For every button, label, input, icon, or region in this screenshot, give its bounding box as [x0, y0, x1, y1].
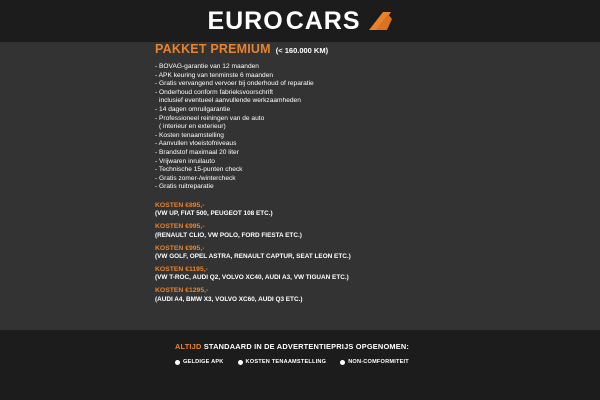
list-item: - BOVAG-garantie van 12 maanden — [155, 63, 259, 70]
list-item: - Professioneel reiningen van de auto — [155, 114, 265, 122]
header-band — [0, 0, 600, 42]
list-item: - Vrijwaren inruilauto — [155, 157, 215, 165]
list-item: - Kosten tenaamstelling — [155, 131, 224, 139]
logo-text-euro: EURO — [207, 6, 284, 35]
price-amount: KOSTEN €995,- — [155, 244, 205, 252]
price-amount: KOSTEN €1195,- — [155, 265, 208, 273]
price-models: (VW UP, FIAT 500, PEUGEOT 108 ETC.) — [155, 210, 273, 218]
price-list — [155, 202, 455, 304]
footer-item-list — [175, 359, 465, 365]
package-subtitle: (< 160.000 KM) — [275, 46, 329, 55]
list-item: - 14 dagen omruilgarantie — [155, 105, 231, 113]
bullet-icon — [340, 360, 345, 365]
list-item: - Brandstof maximaal 20 liter — [155, 148, 239, 156]
footer-title-rest: STANDAARD IN DE ADVERTENTIEPRIJS OPGENOMEN: — [203, 342, 410, 351]
footer-item-label: GELDIGE APK — [183, 359, 224, 365]
list-item: - Gratis zomer-/wintercheck — [155, 174, 236, 182]
footer-title — [175, 342, 465, 351]
feature-list — [155, 63, 455, 192]
footer-title-accent: ALTIJD — [175, 342, 202, 351]
footer-item-label: NON-COMFORMITEIT — [348, 359, 409, 365]
page-title: PAKKET PREMIUM — [155, 42, 271, 56]
price-block — [155, 266, 455, 283]
footer-content — [175, 342, 465, 365]
list-item: - APK keuring van tenminste 6 maanden — [155, 71, 274, 79]
price-amount: KOSTEN €1295,- — [155, 287, 209, 295]
swoosh-icon — [367, 10, 393, 32]
footer-band — [0, 330, 600, 400]
price-block — [155, 245, 455, 262]
list-item — [238, 359, 327, 365]
price-models: (AUDI A4, BMW X3, VOLVO XC60, AUDI Q3 ETC.) — [155, 295, 303, 303]
eurocars-logo — [207, 7, 392, 36]
footer-item-label: KOSTEN TENAAMSTELLING — [245, 359, 327, 365]
list-item — [340, 359, 409, 365]
bullet-icon — [238, 360, 243, 365]
logo-text-cars: CARS — [285, 6, 361, 35]
price-models: (RENAULT CLIO, VW POLO, FORD FIESTA ETC.) — [155, 231, 302, 239]
price-amount: KOSTEN €895,- — [155, 201, 205, 209]
package-title-row — [155, 42, 455, 56]
bullet-icon — [175, 360, 180, 365]
price-block — [155, 287, 455, 304]
list-item: - Onderhoud conform fabrieksvoorschrift — [155, 88, 274, 96]
price-models: (VW T-ROC, AUDI Q2, VOLVO XC40, AUDI A3, VW TIGUAN ETC.) — [155, 274, 349, 282]
price-models: (VW GOLF, OPEL ASTRA, RENAULT CAPTUR, SEAT LEON ETC.) — [155, 252, 351, 260]
price-block — [155, 223, 455, 240]
list-item: - Technische 15-punten check — [155, 166, 243, 174]
list-item: inclusief eventueel aanvullende werkzaamheden — [159, 97, 301, 105]
package-card — [155, 42, 455, 317]
price-amount: KOSTEN €995,- — [155, 223, 205, 231]
list-item: - Gratis vervangend vervoer bij onderhoud of reparatie — [155, 80, 314, 88]
list-item: - Gratis ruitreparatie — [155, 183, 214, 191]
price-block — [155, 202, 455, 219]
list-item: - Aanvullen vloeistofniveaus — [155, 140, 237, 148]
list-item — [175, 359, 224, 365]
list-item: ( interieur en exterieur) — [159, 123, 226, 131]
